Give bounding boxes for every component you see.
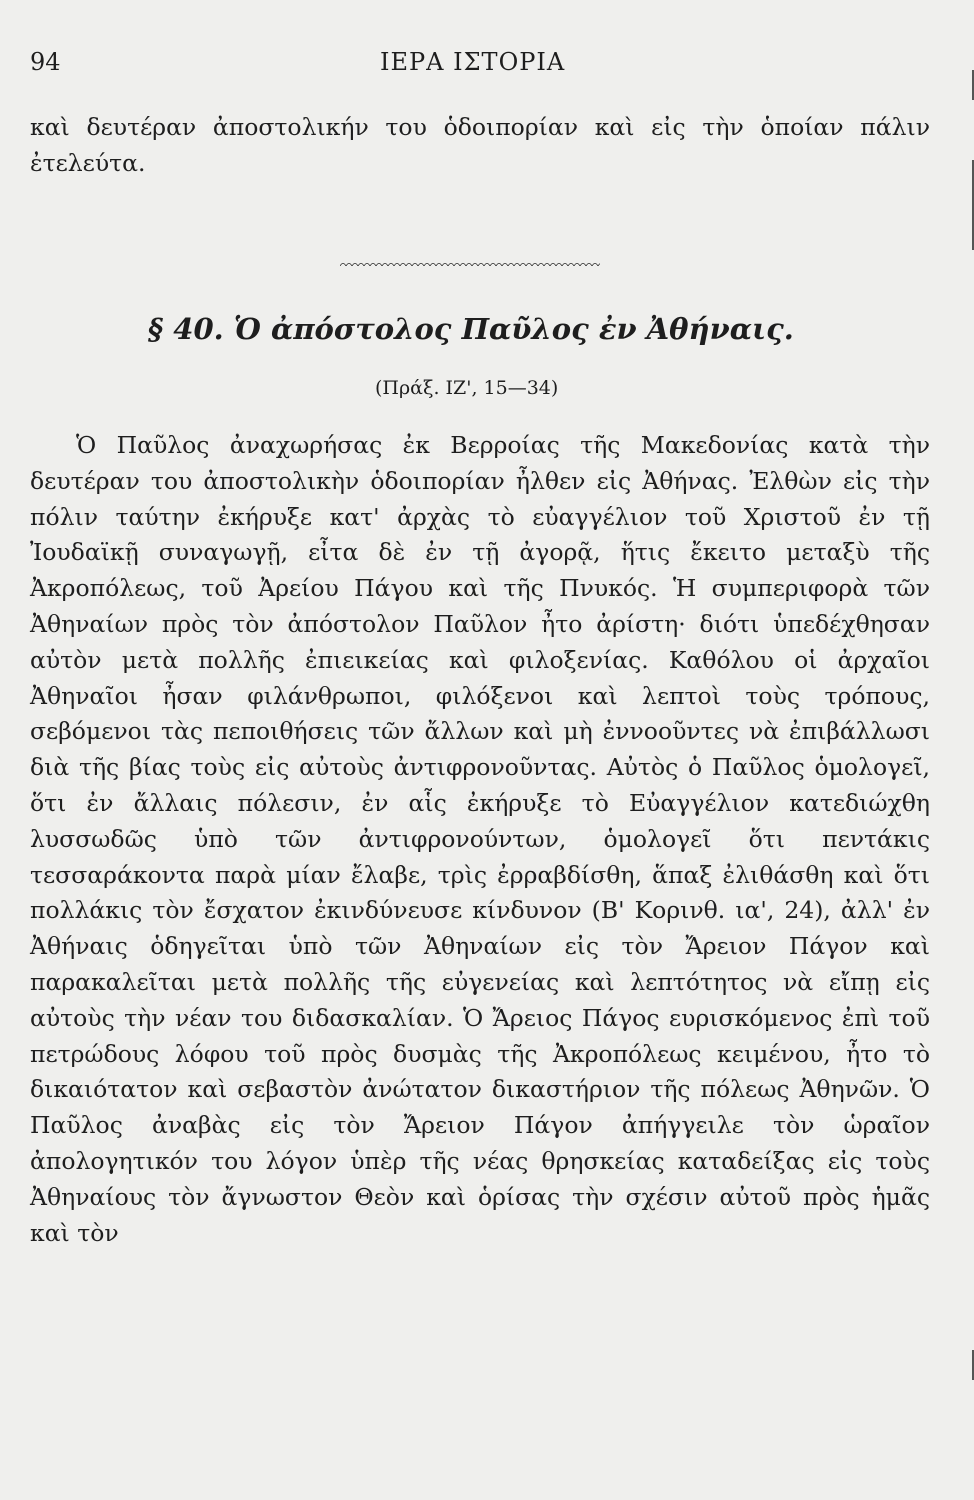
main-paragraph: Ὁ Παῦλος ἀναχωρήσας ἐκ Βερροίας τῆς Μακεδονίας κατὰ τὴν δευτέραν του ἀποστολικὴν ὁδοιπορίαν ἦλθεν εἰς Ἀθήνας. Ἐλθὼν εἰς τὴν πόλιν ταύτην ἐκήρυξε κατ' ἀρχὰς τὸ εὐαγγέλιον τοῦ Χριστοῦ ἐν τῇ Ἰουδαϊκῇ συναγωγῇ, εἶτα δὲ ἐν τῇ ἀγορᾷ, ἥτις ἔκειτο μεταξὺ τῆς Ἀκροπόλεως, τοῦ Ἀρείου Πάγου καὶ τῆς Πνυκός. Ἡ συμπεριφορὰ τῶν Ἀθηναίων πρὸς τὸν ἀπόστολον Παῦλον ἦτο ἀρίστη· διότι ὑπεδέχθησαν αὐτὸν μετὰ πολλῆς ἐπιεικείας καὶ φιλοξενίας. Καθόλου οἱ ἀρχαῖοι Ἀθηναῖοι ἦσαν φιλάνθρωποι, φιλόξενοι καὶ λεπτοὶ τοὺς τρόπους, σεβόμενοι τὰς πεποιθήσεις τῶν ἄλλων καὶ μὴ ἐννοοῦντες νὰ ἐπιβάλλωσι διὰ τῆς βίας τοὺς εἰς αὐτοὺς ἀντιφρονοῦντας. Αὐτὸς ὁ Παῦλος ὁμολογεῖ, ὅτι ἐν ἄλλαις πόλεσιν, ἐν αἷς ἐκήρυξε τὸ Εὐαγγέλιον κατεδιώχθη λυσσωδῶς ὑπὸ τῶν ἀντιφρονούντων, ὁμολογεῖ ὅτι πεντάκις τεσσαράκοντα παρὰ μίαν ἔλαβε, τρὶς ἐρραβδίσθη, ἅπαξ ἐλιθάσθη καὶ ὅτι πολλάκις τὸν ἔσχατον ἐκινδύνευσε κίνδυνον (Β' Κορινθ. ια', 24), ἀλλ' ἐν Ἀθήναις ὁδηγεῖται ὑπὸ τῶν Ἀθηναίων εἰς τὸν Ἄρειον Πάγον καὶ παρακαλεῖται μετὰ πολλῆς τῆς εὐγενείας καὶ λεπτότητος νὰ εἴπῃ εἰς αὐτοὺς τὴν νέαν του διδασκαλίαν. Ὁ Ἄρειος Πάγος ευρισκόμενος ἐπὶ τοῦ πετρώδους λόφου τοῦ πρὸς δυσμὰς τῆς Ἀκροπόλεως κειμένου, ἦτο τὸ δικαιότατον καὶ σεβαστὸν ἀνώτατον δικαστήριον τῆς πόλεως Ἀθηνῶν. Ὁ Παῦλος ἀναβὰς εἰς τὸν Ἄρειον Πάγον ἀπήγγειλε τὸν ὡραῖον ἀπολογητικόν του λόγον ὑπὲρ τῆς νέας θρησκείας καταδείξας εἰς τοὺς Ἀθηναίους τὸν ἄγνωστον Θεὸν καὶ ὁρίσας τὴν σχέσιν αὐτοῦ πρὸς ἡμᾶς καὶ τὸν: [30, 431, 930, 1247]
section-heading: § 40. Ὁ ἀπόστολος Παῦλος ἐν Ἀθήναις.: [148, 312, 794, 346]
running-title: ΙΕΡΑ ΙΣΤΟΡΙΑ: [380, 48, 566, 76]
decorative-divider: [340, 258, 600, 266]
page-number: 94: [30, 48, 61, 76]
intro-paragraph: καὶ δευτέραν ἀποστολικήν του ὁδοιπορίαν καὶ εἰς τὴν ὁποίαν πάλιν ἐτελεύτα.: [30, 113, 930, 177]
page-header: [30, 48, 930, 88]
scripture-citation: (Πράξ. ΙΖ', 15—34): [375, 377, 559, 399]
